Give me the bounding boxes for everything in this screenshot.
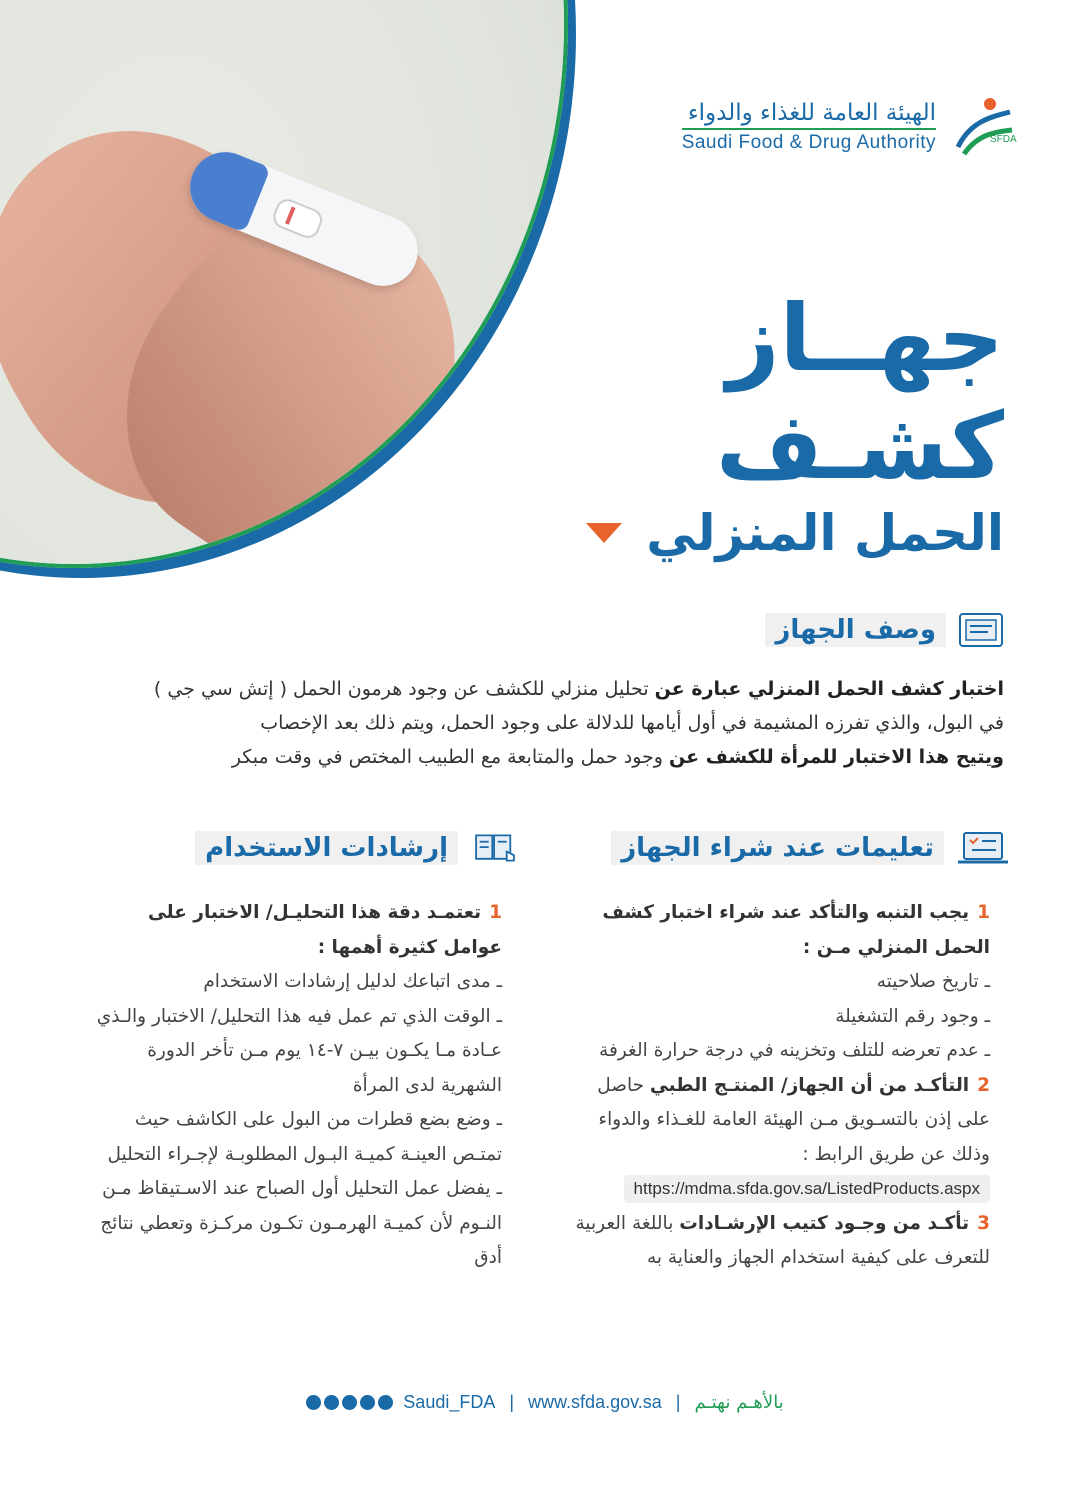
- list-item: ـ وضع بضع قطرات من البول على الكاشف حيث تمتـص العينـة كميـة البـول المطلوبـة لإجـراء التحليل: [107, 1109, 502, 1165]
- laptop-checklist-icon: [956, 830, 1010, 866]
- list-item: ـ يفضل عمل التحليل أول الصباح عند الاسـتيقاظ مـن النـوم لأن كميـة الهرمـون تكـون مركـزة وتعطي نتائج أدق: [100, 1178, 502, 1268]
- list-item: ـ عدم تعرضه للتلف وتخزينه في درجة حرارة الغرفة: [599, 1040, 990, 1061]
- sfda-logo: [682, 92, 1020, 162]
- sfda-emblem-icon: [950, 92, 1020, 162]
- purchase-heading-text: تعليمات عند شراء الجهاز: [611, 831, 944, 865]
- instagram-icon[interactable]: [342, 1395, 357, 1410]
- purchase-heading: [611, 830, 1010, 866]
- book-hand-icon: [470, 830, 520, 866]
- list-item: ـ تاريخ صلاحيته: [876, 971, 990, 992]
- hero-photo: [0, 0, 568, 568]
- list-item: ـ الوقت الذي تم عمل فيه هذا التحليل/ الاختبار والـذي عـادة مـا يكـون بيـن ٧-١٤ يوم مـن تأخر الدورة الشهرية لدى المرأة: [96, 1005, 502, 1096]
- description-text: اختبار كشف الحمل المنزلي عبارة عن تحليل منزلي للكشف عن وجود هرمون الحمل ( إتش سي جي ) في البول، والذي تفرزه المشيمة في أول أيامها للدلالة على وجود الحمل، ويتم ذلك بعد الإخصاب ويتيح هذا الاختبار للمرأة للكشف عن وجود حمل والمتابعة مع الطبيب المختص في وقت مبكر: [153, 678, 1004, 768]
- list-item: 2التأكـد من أن الجهاز/ المنتـج الطبي حاصل على إذن بالتسـويق مـن الهيئة العامة للغـذاء والدواء وذلك عن طريق الرابط :: [597, 1074, 990, 1165]
- logo-english-text: Saudi Food & Drug Authority: [682, 128, 936, 154]
- logo-arabic-text: الهيئة العامة للغذاء والدواء: [687, 100, 936, 126]
- page-title: [586, 285, 1004, 565]
- title-line-2: كشـف: [715, 393, 1004, 500]
- title-line-1: جهــاز: [726, 285, 1004, 392]
- purchase-list: [570, 896, 990, 1276]
- title-line-3: الحمل المنزلي: [646, 504, 1004, 562]
- list-item: ـ مدى اتباعك لدليل إرشادات الاستخدام: [203, 971, 502, 992]
- triangle-down-icon: [586, 523, 622, 543]
- footer-separator: |: [675, 1392, 681, 1412]
- footer-slogan: بالأهـم نهتـم: [694, 1392, 784, 1413]
- list-item: ـ وجود رقم التشغيلة: [835, 1005, 990, 1027]
- social-icons: [306, 1395, 393, 1410]
- usage-heading-text: إرشادات الاستخدام: [195, 831, 458, 865]
- products-link[interactable]: https://mdma.sfda.gov.sa/ListedProducts.aspx: [624, 1175, 990, 1203]
- title-line-3-row: [586, 501, 1004, 565]
- description-heading-text: وصف الجهاز: [765, 613, 946, 647]
- footer-separator: |: [509, 1392, 515, 1412]
- website-link[interactable]: www.sfda.gov.sa: [528, 1392, 662, 1412]
- twitter-icon[interactable]: [306, 1395, 321, 1410]
- footer: [0, 1392, 1090, 1413]
- snapchat-icon[interactable]: [324, 1395, 339, 1410]
- logo-badge: SFDA: [990, 134, 1017, 145]
- screen-icon: [958, 612, 1004, 648]
- description-heading: [765, 612, 1004, 648]
- social-handle[interactable]: Saudi_FDA: [403, 1392, 496, 1412]
- list-item: 1تعتمـد دقة هذا التحليـل/ الاختبار على عوامل كثيرة أهمها :: [147, 902, 502, 958]
- usage-heading: [195, 830, 520, 866]
- list-item: 3تأكـد من وجـود كتيب الإرشـادات باللغة العربية للتعرف على كيفية استخدام الجهاز والعناية به: [575, 1212, 990, 1268]
- usage-list: [87, 896, 502, 1276]
- list-item: 1يجب التنبه والتأكد عند شراء اختبار كشف الحمل المنزلي مـن :: [602, 902, 990, 958]
- youtube-icon[interactable]: [360, 1395, 375, 1410]
- facebook-icon[interactable]: [378, 1395, 393, 1410]
